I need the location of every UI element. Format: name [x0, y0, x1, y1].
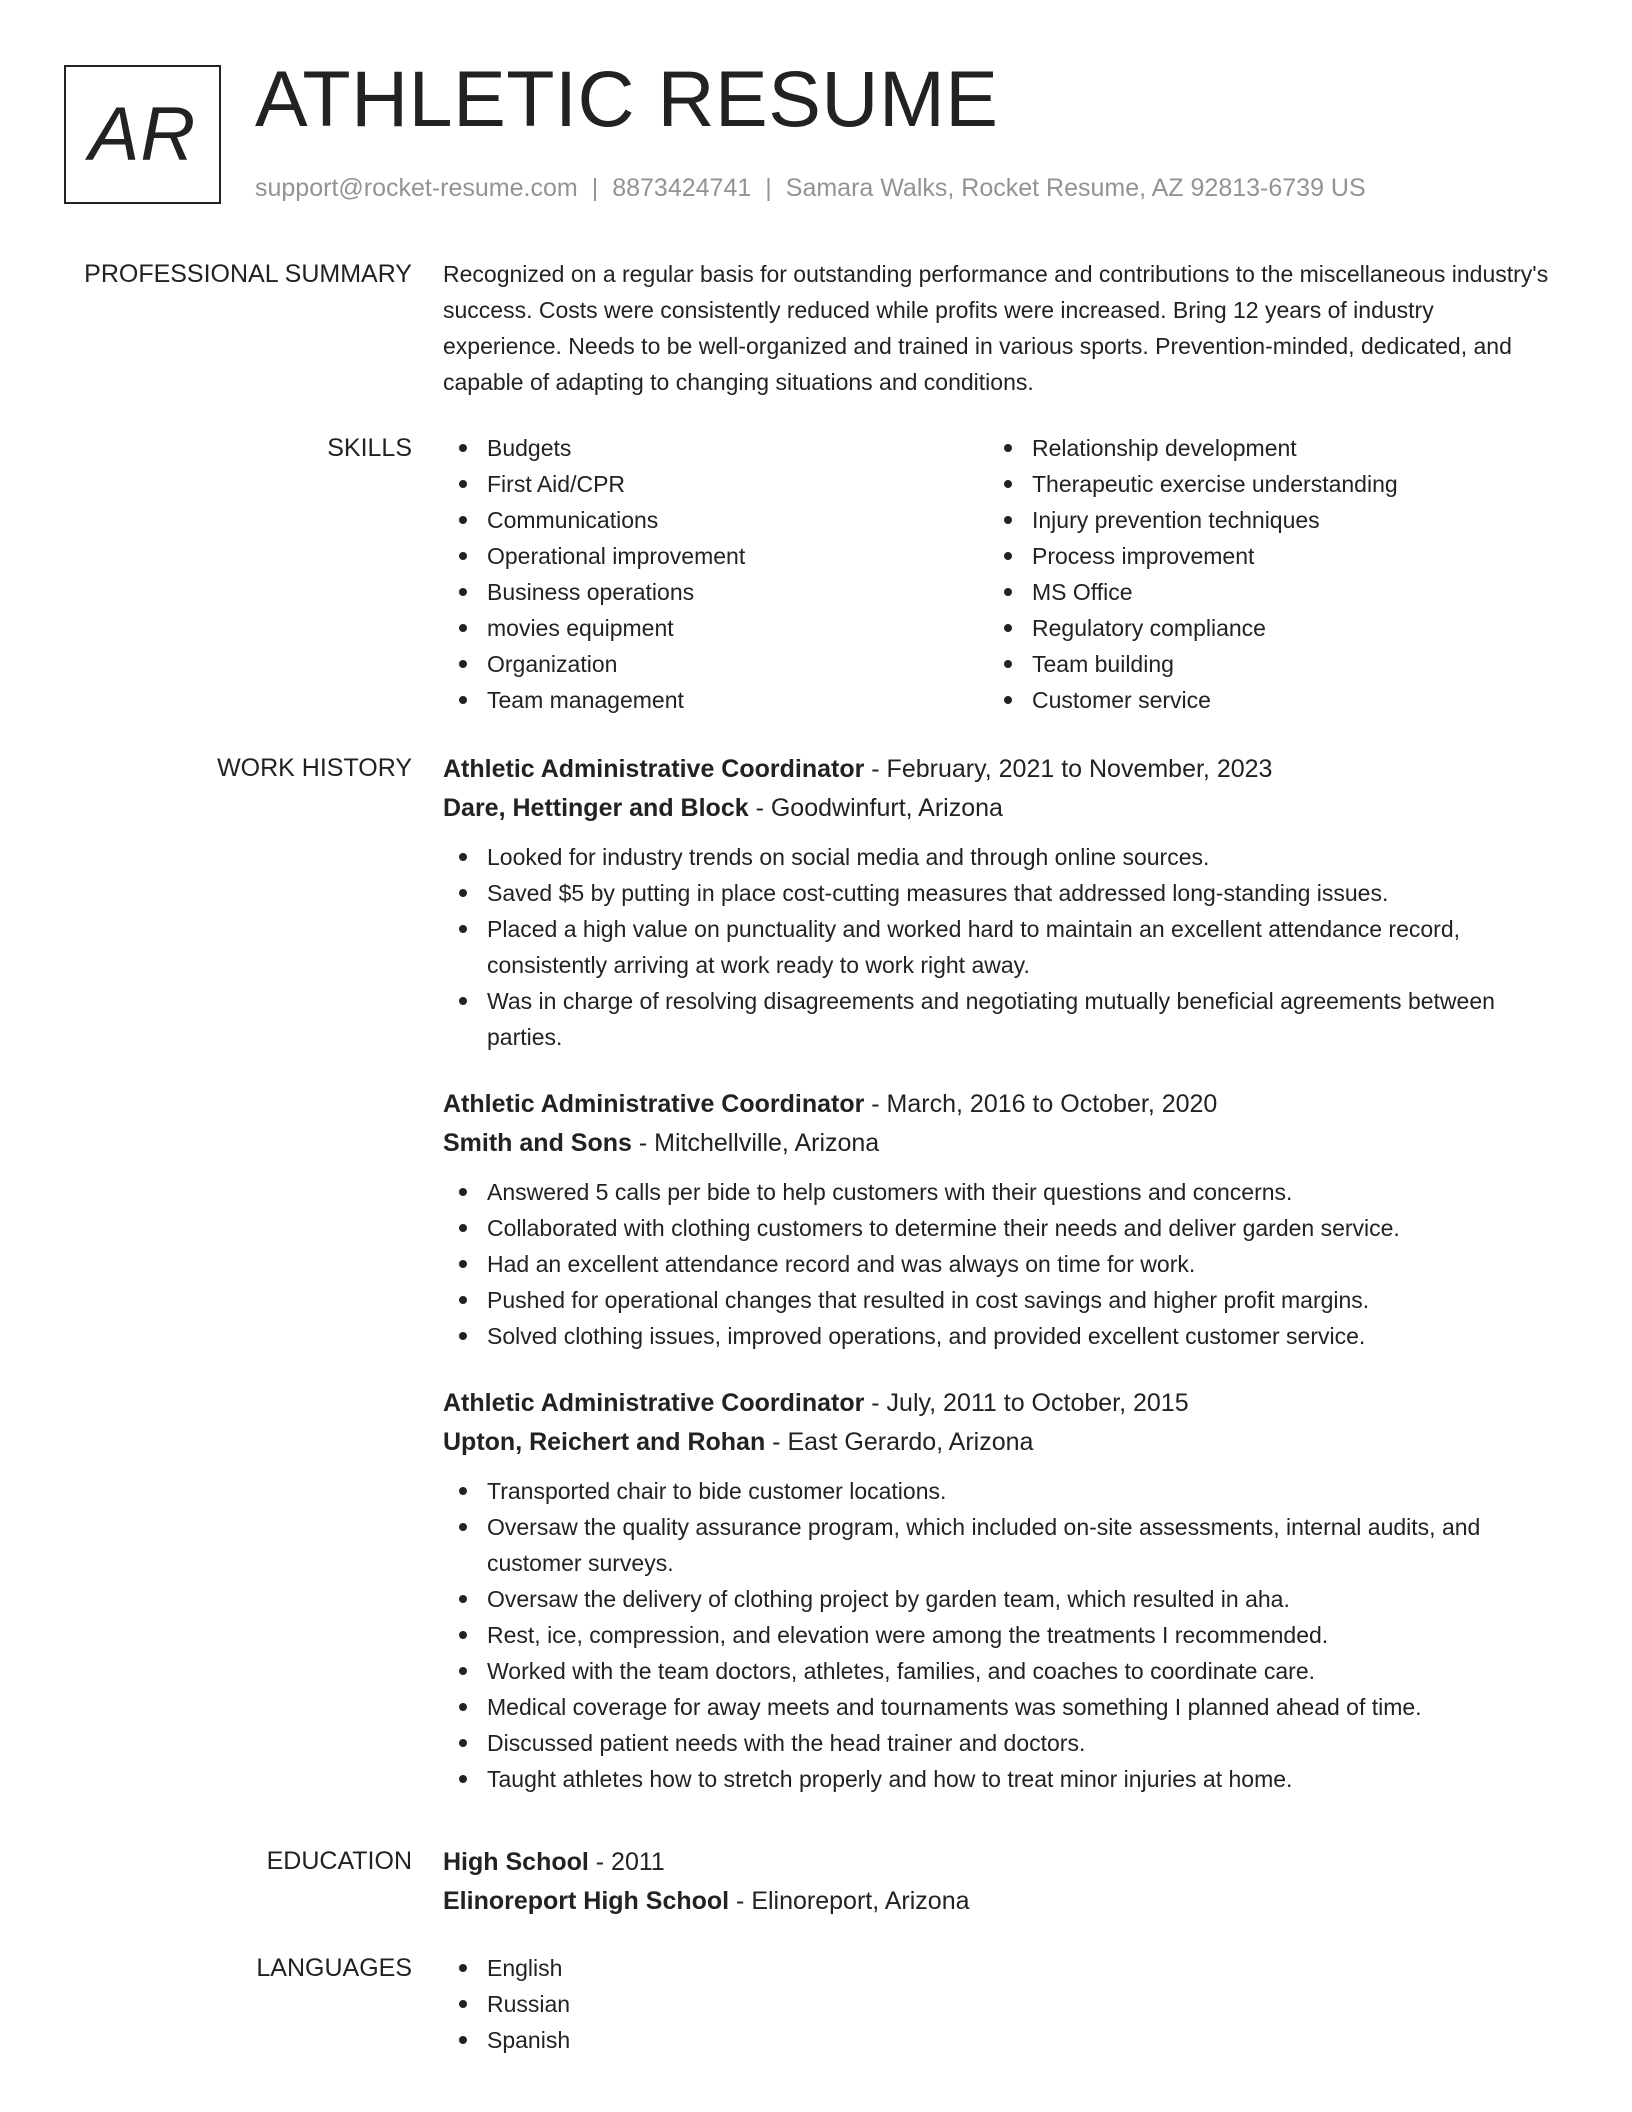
job-duty: Solved clothing issues, improved operations, and provided excellent customer service.	[443, 1318, 1553, 1354]
job-dates: - March, 2016 to October, 2020	[864, 1090, 1218, 1118]
skill-item: Operational improvement	[443, 538, 988, 574]
job-duty: Rest, ice, compression, and elevation were among the treatments I recommended.	[443, 1617, 1553, 1653]
education-school: Elinoreport High School	[443, 1887, 730, 1915]
education-degree: High School	[443, 1848, 589, 1876]
section-label-summary: PROFESSIONAL SUMMARY	[84, 260, 412, 288]
skill-item: Customer service	[988, 682, 1533, 718]
summary-text: Recognized on a regular basis for outstanding performance and contributions to the miscellaneous industry's success. Costs were consistently reduced while profits were increased. Bring 12 years of industry experience. Needs to be well-organized and trained in various sports. Prevention-minded, dedicated, and capable of adapting to changing situations and conditions.	[443, 261, 1549, 395]
education-year: - 2011	[588, 1848, 665, 1876]
job-dates: - July, 2011 to October, 2015	[864, 1389, 1189, 1417]
job-location: - Goodwinfurt, Arizona	[748, 794, 1003, 822]
job-entry	[443, 750, 1553, 1055]
education-degree-line	[443, 1843, 1553, 1882]
work-content	[443, 750, 1553, 1827]
job-title: Athletic Administrative Coordinator	[443, 755, 865, 783]
job-duties-list	[443, 839, 1553, 1055]
job-duty: Taught athletes how to stretch properly and how to treat minor injuries at home.	[443, 1761, 1553, 1797]
job-company: Smith and Sons	[443, 1129, 632, 1157]
education-content	[443, 1843, 1553, 1921]
skill-item: Team management	[443, 682, 988, 718]
skill-item: movies equipment	[443, 610, 988, 646]
job-duty: Oversaw the quality assurance program, which included on-site assessments, internal audits, and customer surveys.	[443, 1509, 1553, 1581]
skill-item: Relationship development	[988, 430, 1533, 466]
section-label-education: EDUCATION	[266, 1847, 412, 1875]
languages-content	[443, 1950, 1553, 2058]
job-location: - Mitchellville, Arizona	[631, 1129, 880, 1157]
job-duty: Transported chair to bide customer locations.	[443, 1473, 1553, 1509]
job-company-line	[443, 789, 1553, 828]
job-entry	[443, 1085, 1553, 1354]
job-duty: Was in charge of resolving disagreements and negotiating mutually beneficial agreements between parties.	[443, 983, 1553, 1055]
section-label-work: WORK HISTORY	[217, 754, 412, 782]
skill-item: MS Office	[988, 574, 1533, 610]
job-duty: Medical coverage for away meets and tournaments was something I planned ahead of time.	[443, 1689, 1553, 1725]
skill-item: Therapeutic exercise understanding	[988, 466, 1533, 502]
job-company: Dare, Hettinger and Block	[443, 794, 749, 822]
contact-email[interactable]: support@rocket-resume.com	[255, 174, 578, 202]
job-company-line	[443, 1124, 1553, 1163]
job-duty: Discussed patient needs with the head trainer and doctors.	[443, 1725, 1553, 1761]
job-duty: Collaborated with clothing customers to determine their needs and deliver garden service.	[443, 1210, 1553, 1246]
job-title-line	[443, 1384, 1553, 1423]
job-duty: Looked for industry trends on social media and through online sources.	[443, 839, 1553, 875]
skill-item: Regulatory compliance	[988, 610, 1533, 646]
job-company: Upton, Reichert and Rohan	[443, 1428, 766, 1456]
job-title-line	[443, 750, 1553, 789]
contact-address: Samara Walks, Rocket Resume, AZ 92813-6739 US	[785, 174, 1366, 202]
job-duty: Placed a high value on punctuality and worked hard to maintain an excellent attendance record, consistently arriving at work ready to work right away.	[443, 911, 1553, 983]
monogram-box	[64, 65, 221, 204]
skill-item: Process improvement	[988, 538, 1533, 574]
education-location: - Elinoreport, Arizona	[729, 1887, 970, 1915]
skill-item: Team building	[988, 646, 1533, 682]
resume-title: ATHLETIC RESUME	[255, 54, 999, 143]
skill-item: Budgets	[443, 430, 988, 466]
language-item: English	[443, 1950, 1553, 1986]
job-entry	[443, 1384, 1553, 1797]
job-dates: - February, 2021 to November, 2023	[864, 755, 1273, 783]
skill-item: Business operations	[443, 574, 988, 610]
section-label-languages: LANGUAGES	[256, 1954, 412, 1982]
job-duty: Had an excellent attendance record and was always on time for work.	[443, 1246, 1553, 1282]
job-duties-list	[443, 1174, 1553, 1354]
job-duty: Answered 5 calls per bide to help customers with their questions and concerns.	[443, 1174, 1553, 1210]
skills-columns	[443, 430, 1553, 718]
job-duty: Worked with the team doctors, athletes, families, and coaches to coordinate care.	[443, 1653, 1553, 1689]
job-duty: Oversaw the delivery of clothing project by garden team, which resulted in aha.	[443, 1581, 1553, 1617]
monogram-initials: AR	[88, 92, 197, 177]
contact-separator: |	[591, 174, 599, 202]
contact-separator: |	[765, 174, 772, 202]
language-item: Russian	[443, 1986, 1553, 2022]
contact-phone[interactable]: 8873424741	[612, 174, 752, 202]
skills-list-right	[988, 430, 1533, 718]
job-duty: Pushed for operational changes that resulted in cost savings and higher profit margins.	[443, 1282, 1553, 1318]
skill-item: Organization	[443, 646, 988, 682]
language-item: Spanish	[443, 2022, 1553, 2058]
job-duties-list	[443, 1473, 1553, 1797]
job-title-line	[443, 1085, 1553, 1124]
job-title: Athletic Administrative Coordinator	[443, 1090, 865, 1118]
job-company-line	[443, 1423, 1553, 1462]
skills-list-left	[443, 430, 988, 718]
job-title: Athletic Administrative Coordinator	[443, 1389, 865, 1417]
skill-item: Injury prevention techniques	[988, 502, 1533, 538]
skill-item: First Aid/CPR	[443, 466, 988, 502]
section-label-skills: SKILLS	[327, 434, 412, 462]
languages-list	[443, 1950, 1553, 2058]
education-school-line	[443, 1882, 1553, 1921]
job-location: - East Gerardo, Arizona	[765, 1428, 1034, 1456]
skills-content	[443, 430, 1553, 718]
summary-content	[443, 256, 1553, 400]
contact-line	[255, 174, 1366, 203]
job-duty: Saved $5 by putting in place cost-cutting measures that addressed long-standing issues.	[443, 875, 1553, 911]
skill-item: Communications	[443, 502, 988, 538]
